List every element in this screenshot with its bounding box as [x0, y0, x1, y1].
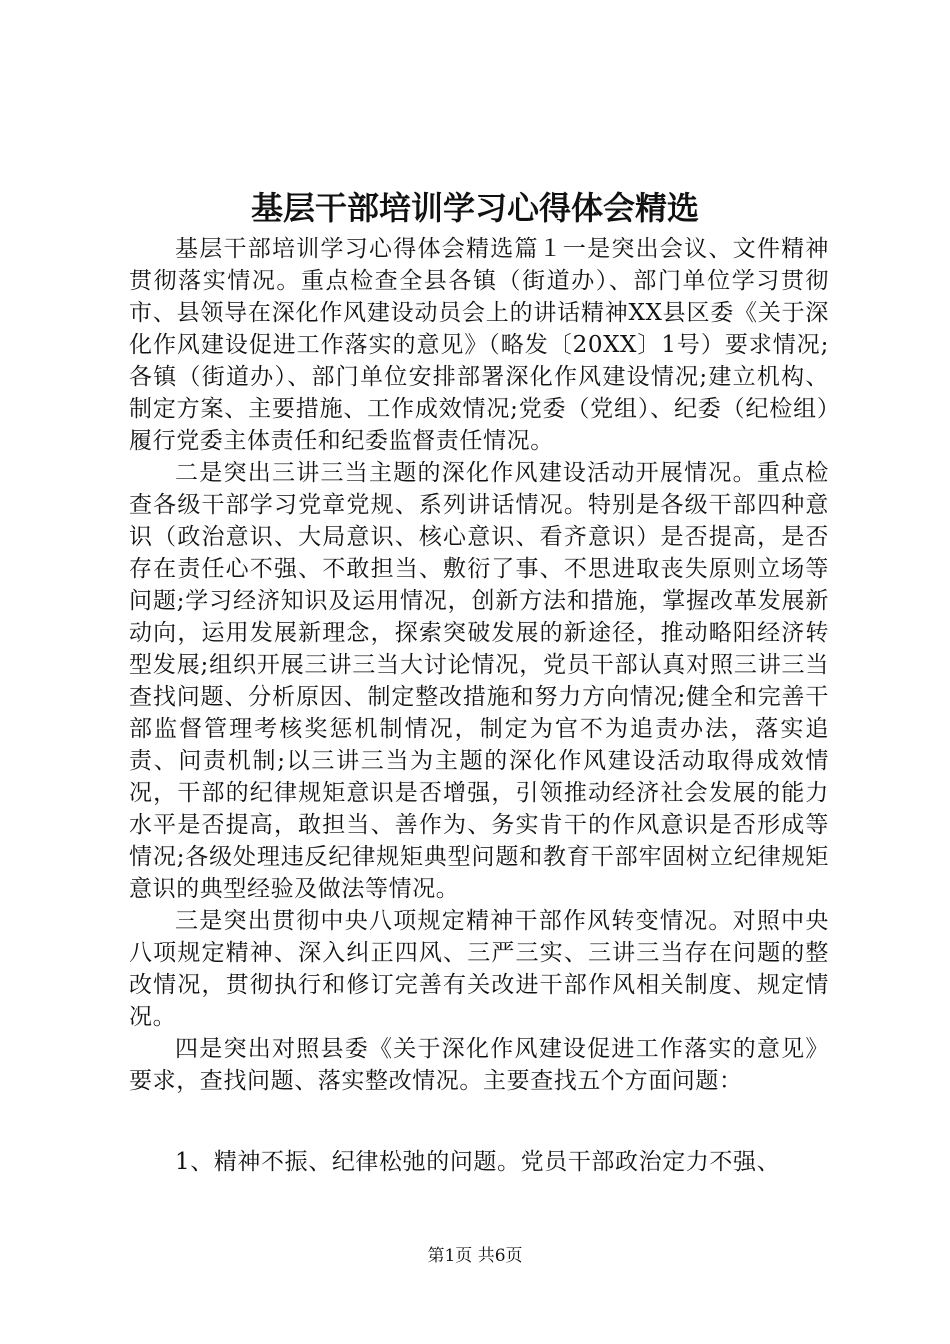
- document-body: [129, 233, 829, 1097]
- document-title: 基层干部培训学习心得体会精选: [250, 189, 699, 227]
- paragraph-1: 基层干部培训学习心得体会精选篇１一是突出会议、文件精神贯彻落实情况。重点检查全县各镇（街道办）、部门单位学习贯彻市、县领导在深化作风建设动员会上的讲话精神XX县区委《关于深化作风建设促进工作落实的意见》（略发〔20XX〕1号）要求情况;各镇（街道办）、部门单位安排部署深化作风建设情况;建立机构、制定方案、主要措施、工作成效情况;党委（党组）、纪委（纪检组）履行党委主体责任和纪委监督责任情况。: [129, 236, 829, 454]
- paragraph-4: 四是突出对照县委《关于深化作风建设促进工作落实的意见》要求，查找问题、落实整改情况。主要查找五个方面问题：: [129, 1036, 829, 1094]
- paragraph-3: 三是突出贯彻中央八项规定精神干部作风转变情况。对照中央八项规定精神、深入纠正四风、三严三实、三讲三当存在问题的整改情况，贯彻执行和修订完善有关改进干部作风相关制度、规定情况。: [129, 908, 829, 1030]
- page-footer: 第1页 共6页: [427, 1246, 523, 1266]
- list-item-1: 1、精神不振、纪律松弛的问题。党员干部政治定力不强、: [175, 1149, 781, 1175]
- paragraph-2: 二是突出三讲三当主题的深化作风建设活动开展情况。重点检查各级干部学习党章党规、系列讲话情况。特别是各级干部四种意识（政治意识、大局意识、核心意识、看齐意识）是否提高，是否存在责任心不强、不敢担当、敷衍了事、不思进取丧失原则立场等问题;学习经济知识及运用情况，创新方法和措施，掌握改革发展新动向，运用发展新理念，探索突破发展的新途径，推动略阳经济转型发展;组织开展三讲三当大讨论情况，党员干部认真对照三讲三当查找问题、分析原因、制定整改措施和努力方向情况;健全和完善干部监督管理考核奖惩机制情况，制定为官不为追责办法，落实追责、问责机制;以三讲三当为主题的深化作风建设活动取得成效情况，干部的纪律规矩意识是否增强，引领推动经济社会发展的能力水平是否提高，敢担当、善作为、务实肯干的作风意识是否形成等情况;各级处理违反纪律规矩典型问题和教育干部牢固树立纪律规矩意识的典型经验及做法等情况。: [129, 460, 829, 902]
